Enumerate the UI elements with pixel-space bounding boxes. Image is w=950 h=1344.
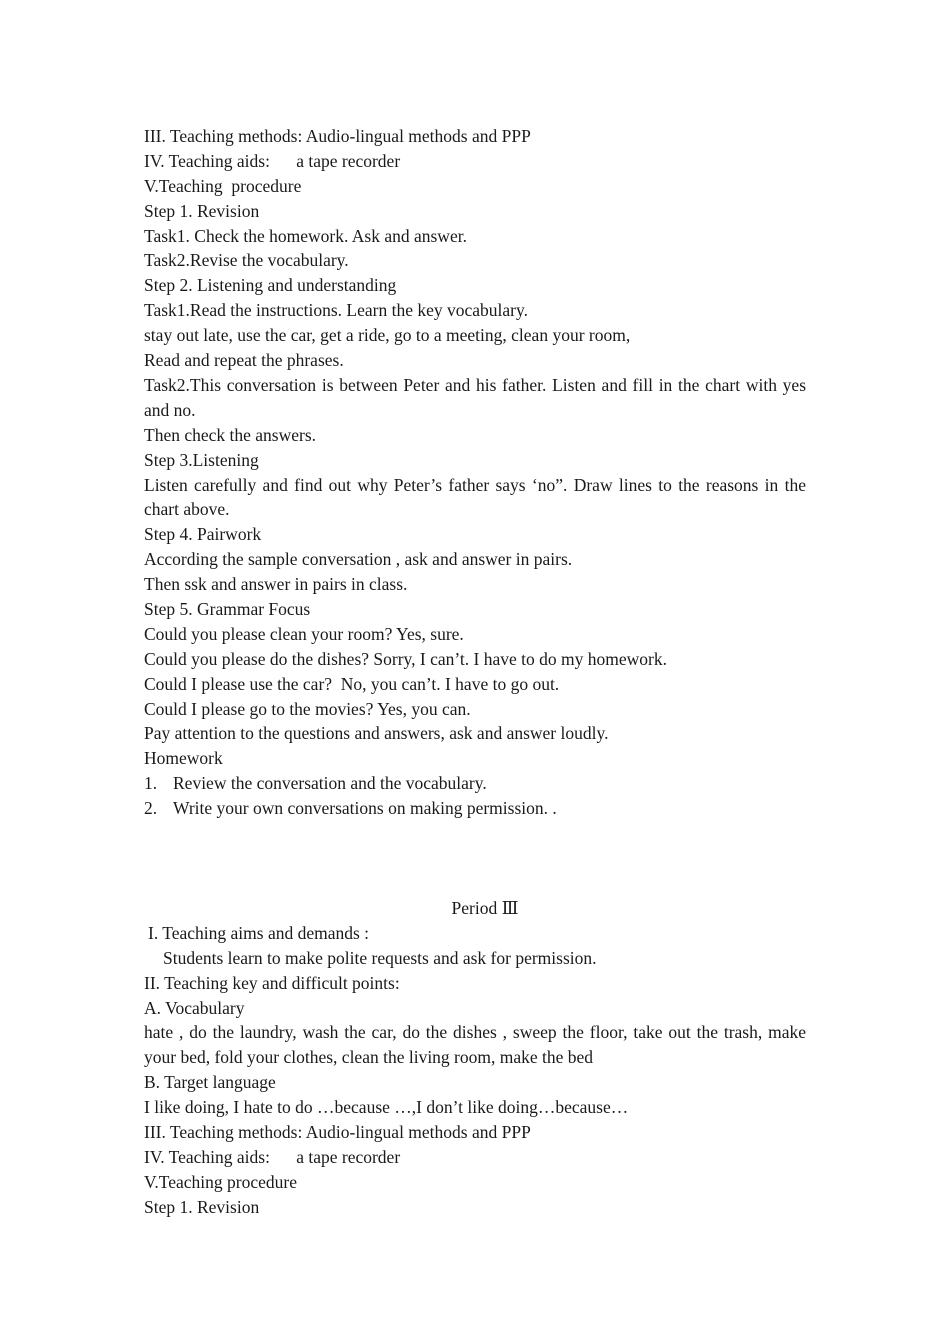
step1-heading: Step 1. Revision — [144, 200, 260, 221]
attention-line: Pay attention to the questions and answers, ask and answer loudly. — [144, 723, 609, 744]
homework-item — [144, 771, 806, 796]
aims-text: Students learn to make polite requests and ask for permission. — [163, 947, 597, 968]
period-title: Period Ⅲ — [451, 898, 519, 918]
methods-line-2: III. Teaching methods: Audio-lingual methods and PPP — [144, 1122, 531, 1143]
repeat-instruction: Read and repeat the phrases. — [144, 350, 344, 371]
check-answers-line: Then check the answers. — [144, 424, 317, 445]
key-points-heading: II. Teaching key and difficult points: — [144, 972, 400, 993]
step1-task2: Task2.Revise the vocabulary. — [144, 250, 349, 271]
step3-heading: Step 3.Listening — [144, 449, 259, 470]
vocabulary-heading: A. Vocabulary — [144, 997, 245, 1018]
aims-heading: I. Teaching aims and demands : — [148, 922, 370, 943]
step2-heading: Step 2. Listening and understanding — [144, 275, 397, 296]
homework-heading: Homework — [144, 748, 223, 769]
grammar-example-3: Could I please use the car? No, you can’t. I have to go out. — [144, 673, 560, 694]
aids-line-2: IV. Teaching aids: a tape recorder — [144, 1146, 401, 1167]
step5-heading: Step 5. Grammar Focus — [144, 598, 311, 619]
aids-line: IV. Teaching aids: a tape recorder — [144, 150, 401, 171]
list-text: Write your own conversations on making permission. . — [173, 798, 557, 819]
homework-item — [144, 796, 806, 821]
step1-heading-2: Step 1. Revision — [144, 1196, 260, 1217]
grammar-example-1: Could you please clean your room? Yes, sure. — [144, 623, 464, 644]
target-language-heading: B. Target language — [144, 1072, 276, 1093]
methods-line: III. Teaching methods: Audio-lingual methods and PPP — [144, 126, 531, 146]
procedure-line-2: V.Teaching procedure — [144, 1171, 297, 1192]
list-text: Review the conversation and the vocabulary. — [173, 773, 487, 794]
step2-task1: Task1.Read the instructions. Learn the key vocabulary. — [144, 300, 528, 321]
target-language-text: I like doing, I hate to do …because …,I don’t like doing…because… — [144, 1097, 629, 1118]
step1-task1: Task1. Check the homework. Ask and answer. — [144, 225, 467, 246]
list-number: 1. — [144, 773, 158, 794]
step2-task2-paragraph: Task2.This conversation is between Peter and his father. Listen and fill in the chart with yes and no. — [144, 374, 806, 420]
pairwork-class-line: Then ssk and answer in pairs in class. — [144, 574, 408, 595]
document-page — [144, 124, 806, 1220]
vocabulary-phrases: stay out late, use the car, get a ride, go to a meeting, clean your room, — [144, 325, 631, 346]
grammar-example-2: Could you please do the dishes? Sorry, I can’t. I have to do my homework. — [144, 648, 667, 669]
listening-paragraph: Listen carefully and find out why Peter’s father says ‘no”. Draw lines to the reasons in the chart above. — [144, 474, 806, 520]
section-spacer — [144, 821, 806, 896]
grammar-example-4: Could I please go to the movies? Yes, you can. — [144, 698, 471, 719]
pairwork-line: According the sample conversation , ask and answer in pairs. — [144, 549, 573, 570]
vocabulary-paragraph: hate , do the laundry, wash the car, do the dishes , sweep the floor, take out the trash, make your bed, fold your clothes, clean the living room, make the bed — [144, 1022, 806, 1068]
step4-heading: Step 4. Pairwork — [144, 524, 262, 545]
list-number: 2. — [144, 798, 158, 819]
procedure-line: V.Teaching procedure — [144, 175, 302, 196]
